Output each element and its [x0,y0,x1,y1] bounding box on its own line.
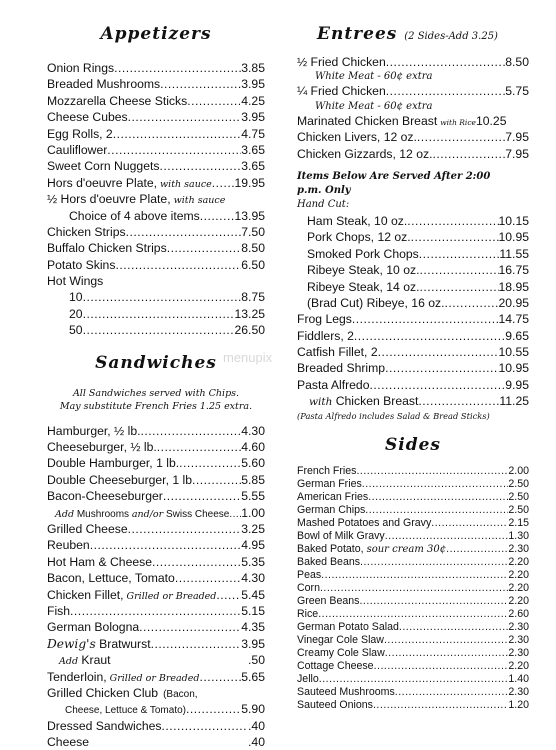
menu-item: with Chicken Breast ..... 11.25 [297,393,529,409]
menu-item: German Fries ..... 2.50 [297,478,529,491]
sides-heading: Sides [384,434,441,455]
menu-item: Ribeye Steak, 14 oz. ..... 18.95 [297,279,529,295]
menu-item: Jello ..... 1.40 [297,673,529,686]
menu-item: Chicken Fillet, Grilled or Breaded ..... 5.45 [47,587,265,603]
menu-item: (Brad Cut) Ribeye, 16 oz. ..... 20.95 [297,295,529,311]
menu-item: Hamburger, ½ lb. ..... 4.30 [47,423,265,439]
menu-item-extra: White Meat - 60¢ extra [315,100,433,112]
menu-item: Add Mushrooms and/or Swiss Cheese ..... 1.00 [47,505,265,521]
menu-item: Smoked Pork Chops ..... 11.55 [297,246,529,262]
sandwiches-note-2: May substitute French Fries 1.25 extra. [59,400,253,412]
menu-item: Reuben ..... 4.95 [47,537,265,553]
menu-item: Peas ..... 2.20 [297,569,529,582]
after-two-note: Items Below Are Served After 2:00 [297,170,491,182]
entrees-subtitle: (2 Sides-Add 3.25) [404,31,498,42]
menu-item: Vinegar Cole Slaw ..... 2.30 [297,634,529,647]
menu-item: Marinated Chicken Breast with Rice 10.25 [297,113,507,128]
menu-item: Catfish Fillet, 2 ..... 10.55 [297,344,529,360]
menu-item: German Potato Salad ..... 2.30 [297,621,529,634]
menu-item: Chicken Strips ..... 7.50 [47,224,265,240]
menu-item: Choice of 4 above items ..... 13.95 [47,208,265,224]
menu-item: Cheese, Lettuce & Tomato) ..... 5.90 [47,701,265,717]
menu-item: Mozzarella Cheese Sticks ..... 4.25 [47,93,265,109]
menu-item: Cheeseburger, ½ lb. ..... 4.60 [47,439,265,455]
appetizers-list [47,60,265,339]
pasta-footnote: (Pasta Alfredo includes Salad & Bread Sticks) [297,410,490,421]
menu-item: Add Kraut .50 [59,653,265,668]
menu-item: Onion Rings ..... 3.85 [47,60,265,76]
menu-item: Corn ..... 2.20 [297,582,529,595]
menu-item: Chicken Gizzards, 12 oz. ..... 7.95 [297,146,529,162]
menu-item: Double Cheeseburger, 1 lb ..... 5.85 [47,472,265,488]
menu-item: Bowl of Milk Gravy ..... 1.30 [297,530,529,543]
menu-item: Frog Legs ..... 14.75 [297,311,529,327]
menu-item: Hot Wings [47,274,104,289]
left-column [47,0,265,750]
menu-item: Bacon, Lettuce, Tomato ..... 4.30 [47,570,265,586]
menu-item: Sweet Corn Nuggets ..... 3.65 [47,158,265,174]
menu-item: Sauteed Mushrooms ..... 2.30 [297,686,529,699]
menu-item: German Chips ..... 2.50 [297,504,529,517]
menu-item: Dewig's Bratwurst ..... 3.95 [47,636,265,652]
menu-item: Hors d'oeuvre Plate, with sauce ..... 19.95 [47,175,265,191]
menu-item: Grilled Chicken Club (Bacon, [47,685,198,700]
menu-item: Cauliflower ..... 3.65 [47,142,265,158]
menu-item: Tenderloin, Grilled or Breaded ..... 5.65 [47,669,265,685]
sandwiches-note-1: All Sandwiches served with Chips. [72,387,240,399]
menu-item: Creamy Cole Slaw ..... 2.30 [297,647,529,660]
menu-item: Buffalo Chicken Strips ..... 8.50 [47,240,265,256]
menu-item: Ribeye Steak, 10 oz. ..... 16.75 [297,262,529,278]
menu-item: Pasta Alfredo ..... 9.95 [297,377,529,393]
menu-item: Grilled Cheese ..... 3.25 [47,521,265,537]
menu-item: 20 ..... 13.25 [47,306,265,322]
menu-item: 10 ..... 8.75 [47,289,265,305]
entrees-list-2 [297,311,529,409]
menu-item: Egg Rolls, 2 ..... 4.75 [47,126,265,142]
entrees-heading [297,24,529,54]
menu-item: Pork Chops, 12 oz. ..... 10.95 [297,229,529,245]
menu-item: ½ Fried Chicken ..... 8.50 [297,54,529,70]
menu-item: Double Hamburger, 1 lb. ..... 5.60 [47,455,265,471]
menu-item: Bacon-Cheeseburger ..... 5.55 [47,488,265,504]
menu-item: Rice ..... 2.60 [297,608,529,621]
entrees-title: Entrees [317,24,398,44]
right-column [297,0,529,713]
menu-item: Fiddlers, 2 ..... 9.65 [297,328,529,344]
menu-item: ¼ Fried Chicken ..... 5.75 [297,83,529,99]
menu-item: Dressed Sandwiches ..... .40 [47,718,265,734]
menu-item: German Bologna ..... 4.35 [47,619,265,635]
menu-item: Hot Ham & Cheese ..... 5.35 [47,554,265,570]
hand-cut-label: Hand Cut: [297,198,350,210]
menu-item: Baked Beans ..... 2.20 [297,556,529,569]
menu-item: Ham Steak, 10 oz. ..... 10.15 [297,213,529,229]
sandwiches-list [47,423,265,750]
menu-item: Mashed Potatoes and Gravy ..... 2.15 [297,517,529,530]
menu-item: Chicken Livers, 12 oz. ..... 7.95 [297,129,529,145]
menu-item: Baked Potato, sour cream 30¢ ..... 2.30 [297,543,529,556]
watermark: menupix [223,350,273,365]
menu-item: French Fries ..... 2.00 [297,465,529,478]
menu-item: Sauteed Onions ..... 1.20 [297,699,529,712]
menu-item: 50 ..... 26.50 [47,322,265,338]
menu-item: Potato Skins ..... 6.50 [47,257,265,273]
sides-list [297,465,529,713]
menu-item: Cheese .40 [47,735,265,750]
after-two-note-cont: p.m. Only [297,184,351,196]
menu-item: American Fries ..... 2.50 [297,491,529,504]
menu-item: Breaded Shrimp ..... 10.95 [297,360,529,376]
menu-item: ½ Hors d'oeuvre Plate, with sauce [47,192,226,207]
menu-item: Cottage Cheese ..... 2.20 [297,660,529,673]
sandwiches-heading: Sandwiches [95,352,217,373]
menu-item: Green Beans ..... 2.20 [297,595,529,608]
menu-item: Breaded Mushrooms ..... 3.95 [47,76,265,92]
steaks-list [297,213,529,311]
menu-item: Cheese Cubes ..... 3.95 [47,109,265,125]
menu-item: Fish ..... 5.15 [47,603,265,619]
menu-item-extra: White Meat - 60¢ extra [315,71,433,83]
entrees-list [297,54,529,162]
appetizers-heading: Appetizers [100,24,212,44]
